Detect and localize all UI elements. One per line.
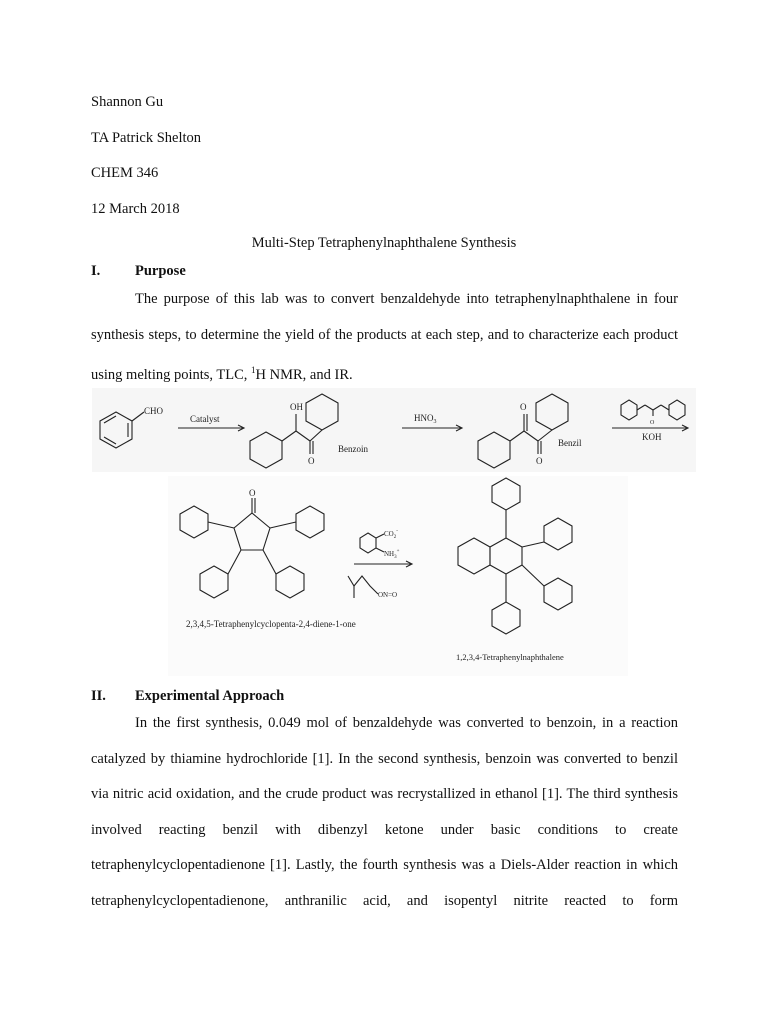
document-title: Multi-Step Tetraphenylnaphthalene Synthesis xyxy=(251,235,517,251)
benzil-label: Benzil xyxy=(558,438,582,448)
course-code: CHEM 346 xyxy=(91,165,159,181)
paragraph-line: The purpose of this lab was to convert benzaldehyde into tetraphenylnaphthalene in four xyxy=(135,291,678,307)
naphthalene-ring xyxy=(458,538,490,574)
paragraph-line: catalyzed by thiamine hydrochloride [1]. In the second synthesis, benzoin was converted to benzil xyxy=(91,750,678,767)
hno3-label: $HNO_3$ xyxy=(414,413,437,425)
oh-label: OH xyxy=(290,402,303,412)
carbonyl-o-label: O xyxy=(249,488,256,498)
paragraph-line: involved reacting benzil with dibenzyl ketone under basic conditions to create xyxy=(91,821,678,838)
carbonyl-o-label: O xyxy=(520,402,527,412)
benzene-ring xyxy=(250,432,282,468)
carbonyl-o-label: O xyxy=(536,456,543,466)
benzene-ring xyxy=(536,394,568,430)
experimental-paragraph xyxy=(91,706,678,919)
naphthalene-ring xyxy=(490,538,522,574)
benzoin-label: Benzoin xyxy=(338,444,368,454)
author-name: Shannon Gu xyxy=(91,94,164,110)
paragraph-line: tetraphenylcyclopentadienone [1]. Lastly, the fourth synthesis was a Diels-Alder reaction in which xyxy=(91,857,678,873)
benzene-ring xyxy=(621,400,637,420)
section-heading-purpose xyxy=(91,263,186,280)
nitrite-label: ON=O xyxy=(378,591,398,599)
benzene-ring xyxy=(200,566,228,598)
cyclopentadienone-name: 2,3,4,5-Tetraphenylcyclopenta-2,4-diene-1-one xyxy=(186,619,356,629)
paragraph-line: In the first synthesis, 0.049 mol of benzaldehyde was converted to benzoin, in a reaction xyxy=(135,715,678,731)
section-number: I. xyxy=(91,263,101,279)
benzene-ring xyxy=(478,432,510,468)
section-title: Experimental Approach xyxy=(135,688,285,704)
section-heading-experimental xyxy=(91,688,284,705)
report-date: 12 March 2018 xyxy=(91,201,180,217)
ammonium-label: $NH_3^+$ xyxy=(384,549,400,560)
section-number: II. xyxy=(91,688,106,704)
carbonyl-o-label: O xyxy=(650,420,655,426)
benzene-ring xyxy=(296,506,324,538)
benzene-ring xyxy=(544,578,572,610)
carbonyl-o-label: O xyxy=(308,456,315,466)
reaction-scheme xyxy=(92,388,692,678)
benzene-ring xyxy=(544,518,572,550)
cho-label: CHO xyxy=(144,406,164,416)
ta-name: TA Patrick Shelton xyxy=(91,130,201,146)
cyclopentadienone-ring xyxy=(234,513,270,550)
benzene-ring xyxy=(492,602,520,634)
paragraph-line: via nitric acid oxidation, and the crude product was recrystallized in ethanol [1]. The third synthesis xyxy=(91,786,678,802)
paragraph-line: tetraphenylcyclopentadienone, anthranilic acid, and isopentyl nitrite reacted to form xyxy=(91,892,678,909)
paragraph-line: using melting points, TLC, $^1$H NMR, and IR. xyxy=(91,365,353,383)
benzene-ring xyxy=(180,506,208,538)
benzene-ring xyxy=(306,394,338,430)
benzene-ring xyxy=(669,400,685,420)
naphthalene-name: 1,2,3,4-Tetraphenylnaphthalene xyxy=(456,652,564,662)
benzene-ring xyxy=(100,412,132,448)
paragraph-line: synthesis steps, to determine the yield of the products at each step, and to characterize each product xyxy=(91,326,678,343)
koh-label: KOH xyxy=(642,432,662,442)
benzene-ring xyxy=(276,566,304,598)
carboxylate-label: $CO_2^-$ xyxy=(384,529,398,540)
section-title: Purpose xyxy=(135,263,186,279)
catalyst-label: Catalyst xyxy=(190,414,220,424)
benzene-ring xyxy=(492,478,520,510)
purpose-paragraph xyxy=(91,282,678,393)
benzene-ring xyxy=(360,533,376,553)
